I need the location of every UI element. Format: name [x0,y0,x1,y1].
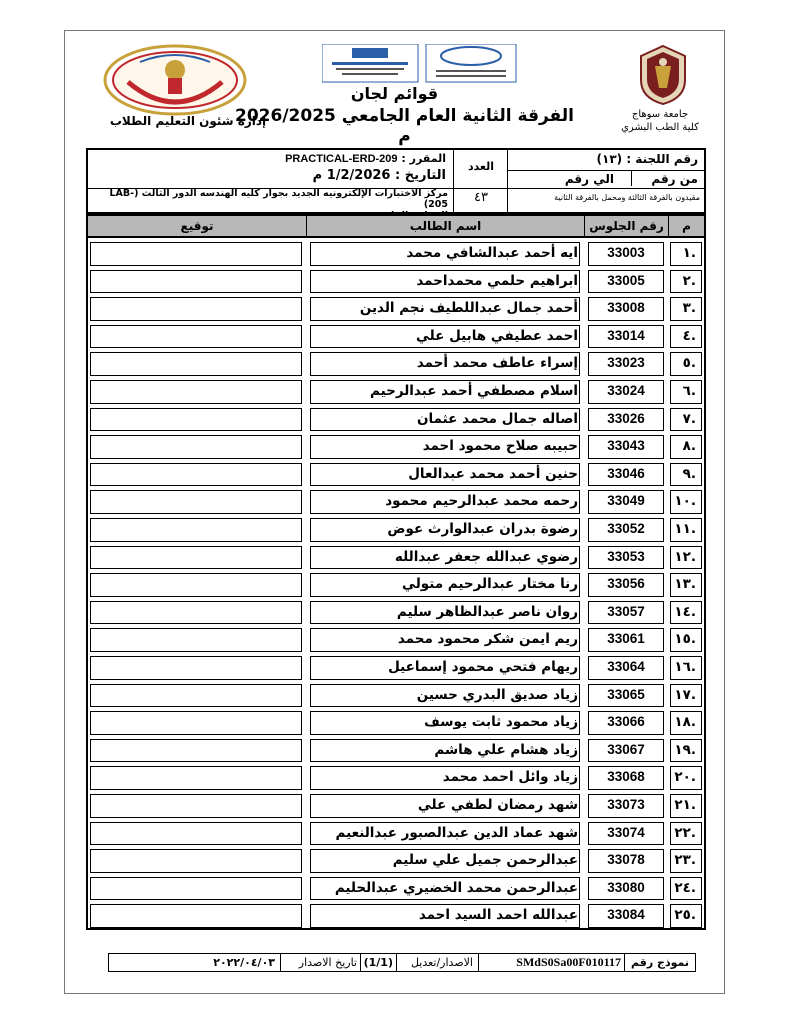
committee-info-table [86,148,706,214]
header-seat: رقم الجلوس [584,216,668,236]
table-row [88,764,704,792]
committee-number: رقم اللجنة : (١٣) [596,152,698,166]
signature-field[interactable] [88,654,306,682]
student-name: زياد محمود ثابت يوسف [424,714,578,731]
seat-number: 33057 [607,603,645,619]
issue-date-value: ٢٠٢٢/٠٤/٠٣ [213,956,275,969]
student-name: عبدالله احمد السيد احمد [418,907,578,924]
seat-number: 33073 [607,797,645,812]
header-num: م [668,216,704,236]
signature-field[interactable] [88,461,306,489]
to-number-label: الي رقم [564,172,614,186]
row-number: .١ [682,245,696,261]
seat-number: 33014 [607,327,645,343]
seat-number: 33056 [607,576,645,592]
university-logo [637,44,689,106]
table-row [88,902,704,930]
seat-number: 33008 [607,300,645,316]
seat-number: 33084 [607,907,645,923]
seat-number: 33049 [607,493,645,509]
signature-field[interactable] [88,433,306,461]
certification-logos [322,44,518,84]
student-name: رحمه محمد عبدالرحيم محمود [385,493,578,510]
signature-field[interactable] [88,406,306,434]
row-number: .٩ [682,465,696,482]
row-number: .٢١ [674,797,696,813]
student-name: عبدالرحمن جميل علي سليم [392,852,578,869]
seat-number: 33067 [607,741,645,757]
signature-field[interactable] [88,626,306,654]
table-row [88,654,704,682]
divider [631,170,632,186]
seat-number: 33024 [607,383,645,398]
row-number: .٢٢ [674,824,696,841]
students-table [86,214,706,930]
student-name: ايه أحمد عبدالشافي محمد [406,245,578,261]
row-number: .١٣ [674,576,696,593]
seat-number: 33052 [607,521,645,536]
seat-number: 33064 [607,659,645,674]
row-number: .٦ [682,383,696,399]
row-number: .١٧ [674,686,696,703]
divider [624,954,625,971]
table-row [88,378,704,406]
seat-number: 33080 [607,879,645,895]
student-name: اسلام مصطفي أحمد عبدالرحيم [370,383,578,399]
divider [508,170,704,171]
count-label: العدد [467,160,495,173]
table-row [88,847,704,875]
signature-field[interactable] [88,764,306,792]
seat-number: 33026 [607,410,645,426]
signature-field[interactable] [88,378,306,406]
signature-field[interactable] [88,875,306,903]
student-name: روان ناصر عبدالظاهر سليم [396,603,578,620]
row-number: .١٩ [674,741,696,758]
faculty-name-text: كلية الطب البشري [621,122,699,133]
student-name: رنا مختار عبدالرحيم متولي [402,576,578,593]
signature-field[interactable] [88,240,306,268]
signature-field[interactable] [88,820,306,848]
student-name: شهد عماد الدين عبدالصبور عبدالنعيم [335,824,578,841]
table-row [88,709,704,737]
from-number-label: من رقم [651,172,698,186]
seat-number: 33074 [607,824,645,840]
divider [396,954,397,971]
date-line [146,168,446,183]
row-number: .٤ [682,327,696,344]
divider [508,188,704,189]
table-row [88,737,704,765]
seat-number: 33003 [607,245,645,260]
form-footer [108,953,696,972]
table-header-row [88,216,704,238]
row-number: .٢٤ [674,879,696,896]
table-row [88,406,704,434]
exam-location: مركز الاختبارات الإلكترونيه الجديد بجوار كليه الهندسه الدور الثالث (LAB-205) [109,188,448,210]
table-row [88,240,704,268]
table-row [88,682,704,710]
seat-number: 33066 [607,714,645,730]
seat-number: 33043 [607,438,645,454]
seat-number: 33046 [607,465,645,481]
header-name: اسم الطالب [306,216,584,236]
seat-number: 33061 [607,631,645,647]
row-number: .١٠ [674,493,696,510]
version-label: الاصدار/تعديل [410,956,473,969]
row-number: .١٢ [674,548,696,565]
student-name: اصاله جمال محمد عثمان [417,410,578,427]
table-row [88,820,704,848]
table-row [88,792,704,820]
table-row [88,461,704,489]
table-row [88,571,704,599]
seat-number: 33005 [607,272,645,288]
table-row [88,875,704,903]
student-name: إسراء عاطف محمد أحمد [416,355,578,372]
student-name: ابراهيم حلمي محمداحمد [416,272,578,289]
student-name: أحمد جمال عبداللطيف نجم الدين [359,300,578,317]
row-number: .٥ [682,355,696,372]
signature-field[interactable] [88,792,306,820]
student-name: احمد عطيفي هابيل علي [415,327,578,344]
row-number: .١٥ [674,631,696,648]
table-row [88,295,704,323]
course-label: المقرر : [401,152,446,165]
signature-field[interactable] [88,709,306,737]
document-subtitle: الفرقة الثانية العام الجامعي 2026/2025 م [235,106,574,146]
row-number: .٢ [682,272,696,289]
student-name: زياد صديق البدري حسين [416,686,578,703]
issue-date-label: تاريخ الاصدار [298,956,357,969]
signature-field[interactable] [88,323,306,351]
divider [478,954,479,971]
seat-number: 33023 [607,355,645,371]
seat-number: 33065 [607,686,645,702]
student-name: عبدالرحمن محمد الخضيري عبدالحليم [334,879,578,896]
row-number: .٢٣ [674,852,696,869]
table-row [88,544,704,572]
course-line [146,152,446,165]
seat-number: 33068 [607,769,645,785]
row-number: .٢٥ [674,907,696,924]
divider [454,188,508,189]
signature-field[interactable] [88,516,306,544]
faculty-of-medicine-logo [100,42,250,116]
seat-number: 33078 [607,852,645,868]
row-number: .١٨ [674,714,696,731]
signature-field[interactable] [88,295,306,323]
table-row [88,323,704,351]
signature-field[interactable] [88,488,306,516]
header-sign: توقيع [180,219,214,233]
row-number: .١٤ [674,603,696,620]
table-row [88,516,704,544]
version-value: (1/1) [363,956,393,969]
signature-field[interactable] [88,544,306,572]
document-header [64,36,725,144]
student-name: حنين أحمد محمد عبدالعال [408,465,578,482]
table-row [88,268,704,296]
form-number-value: SMdS0Sa00F010117 [516,955,621,969]
seat-number: 33053 [607,548,645,564]
university-name-text: جامعة سوهاج [631,109,689,120]
signature-field[interactable] [88,847,306,875]
student-name: حبيبه صلاح محمود احمد [422,438,578,455]
row-number: .٢٠ [674,769,696,786]
row-number: .١١ [674,521,696,537]
row-number: .٧ [682,410,696,427]
registered-note: مقيدون بالفرقة الثالثة ومحمل بالفرقة الثانية [554,193,700,202]
student-name: ريم ايمن شكر محمود محمد [397,631,578,648]
document-title: قوائم لجان [350,84,439,103]
signature-field[interactable] [88,350,306,378]
student-name: رضوي عبدالله جعفر عبدالله [394,548,578,565]
student-affairs-dept: إدارة شئون التعليم الطلاب [109,114,267,128]
signature-field[interactable] [88,737,306,765]
student-name: ريهام فتحي محمود إسماعيل [388,659,578,675]
student-name: رضوة بدران عبدالوارث عوض [387,521,578,537]
date-value: 1/2/2026 م [312,168,391,183]
course-code: PRACTICAL-ERD-209 [285,153,398,165]
table-row [88,488,704,516]
signature-field[interactable] [88,599,306,627]
university-name [615,108,705,134]
table-row [88,599,704,627]
signature-field[interactable] [88,571,306,599]
row-number: .١٦ [674,659,696,675]
student-name: شهد رمضان لطفي علي [417,797,578,813]
divider [280,954,281,971]
signature-field[interactable] [88,902,306,930]
table-row [88,433,704,461]
divider [360,954,361,971]
table-row [88,626,704,654]
signature-field[interactable] [88,682,306,710]
count-value: ٤٣ [474,190,488,205]
student-name: زياد وائل احمد محمد [442,769,578,786]
date-label: التاريخ : [395,168,446,183]
row-number: .٣ [682,300,696,317]
row-number: .٨ [682,438,696,455]
signature-field[interactable] [88,268,306,296]
student-name: زياد هشام علي هاشم [434,741,578,758]
form-number-label: نموذج رقم [631,956,689,969]
table-row [88,350,704,378]
